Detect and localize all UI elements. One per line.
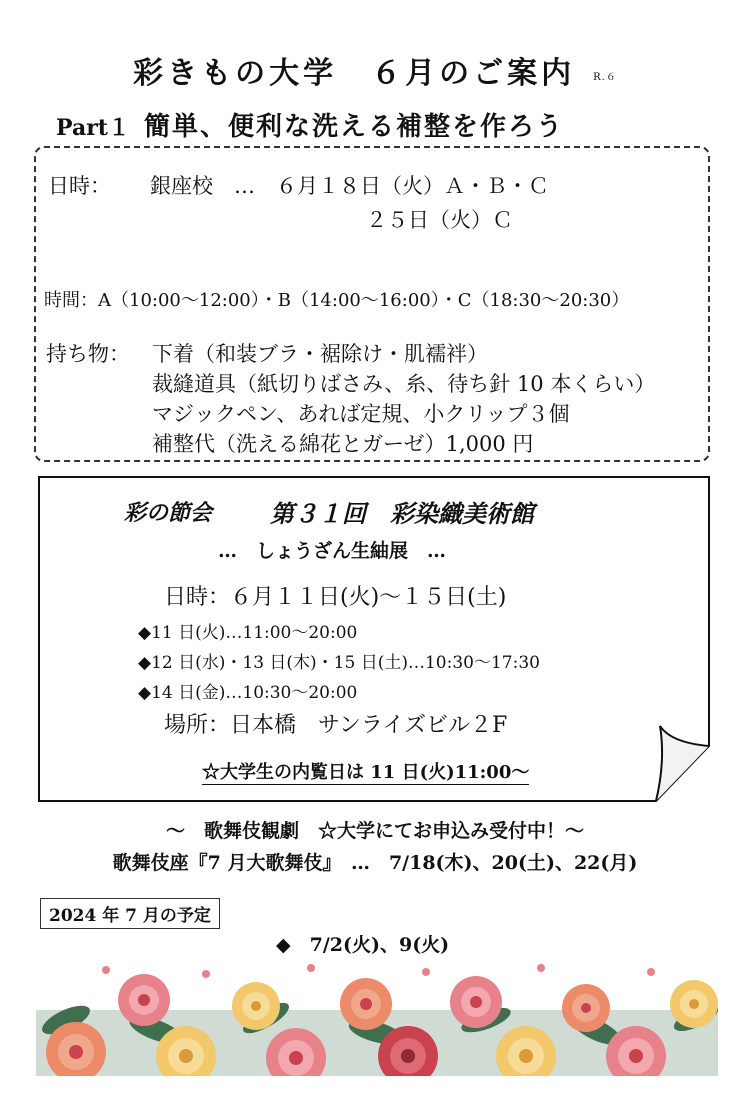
part1-label: Part１: [56, 115, 130, 141]
date-line-2: ２５日（火）Ｃ: [366, 208, 513, 232]
date-line-1: 銀座校 … ６月１８日（火）Ａ・Ｂ・Ｃ: [150, 174, 549, 198]
schedule-2: ◆12 日(水)・13 日(木)・15 日(土)…10:30〜17:30: [138, 653, 540, 673]
event-org: 彩の節会: [124, 500, 213, 526]
time-line: 時間：A（10:00〜12:00）・B（14:00〜16:00）・C（18:30〜20:30）: [44, 290, 630, 311]
items-label: 持ち物：: [46, 342, 130, 366]
item-2: 裁縫道具（紙切りばさみ、糸、待ち針 10 本くらい）: [152, 372, 656, 396]
event-title: 第３１回 彩染織美術館: [270, 499, 534, 528]
kabuki-dates: 歌舞伎座『7 月大歌舞伎』 … 7/18(木)、20(土)、22(月): [112, 852, 638, 874]
peony-flower-border: [36, 960, 718, 1076]
date-label: 日時：: [48, 174, 111, 198]
item-4: 補整代（洗える綿花とガーゼ）1,000 円: [152, 432, 534, 456]
version-label: R.６: [593, 71, 617, 83]
part1-heading: [56, 106, 564, 143]
title-text: 彩きもの大学 ６月のご案内: [133, 56, 576, 91]
event-subtitle: … しょうざん生紬展 …: [218, 540, 447, 562]
small-blossoms: [102, 964, 655, 978]
event-place: 場所：日本橋 サンライズビル２F: [164, 713, 508, 738]
page-title: [0, 48, 750, 92]
event-date: 日時：６月１１日(火)〜１５日(土): [164, 585, 507, 610]
july-plan-dates: ◆ 7/2(火)、9(火): [276, 934, 450, 956]
part1-title: 簡単、便利な洗える補整を作ろう: [143, 112, 564, 142]
item-3: マジックペン、あれば定規、小クリップ３個: [152, 402, 570, 426]
schedule-1: ◆11 日(火)…11:00〜20:00: [138, 623, 358, 643]
schedule-3: ◆14 日(金)…10:30〜20:00: [138, 683, 358, 703]
item-1: 下着（和装ブラ・裾除け・肌襦袢）: [152, 342, 488, 366]
july-plan-label: 2024 年 7 月の予定: [40, 898, 220, 929]
preview-note: ☆大学生の内覧日は 11 日(火)11:00〜: [202, 762, 530, 783]
kabuki-heading: 〜 歌舞伎観劇 ☆大学にてお申込み受付中！〜: [165, 820, 584, 842]
